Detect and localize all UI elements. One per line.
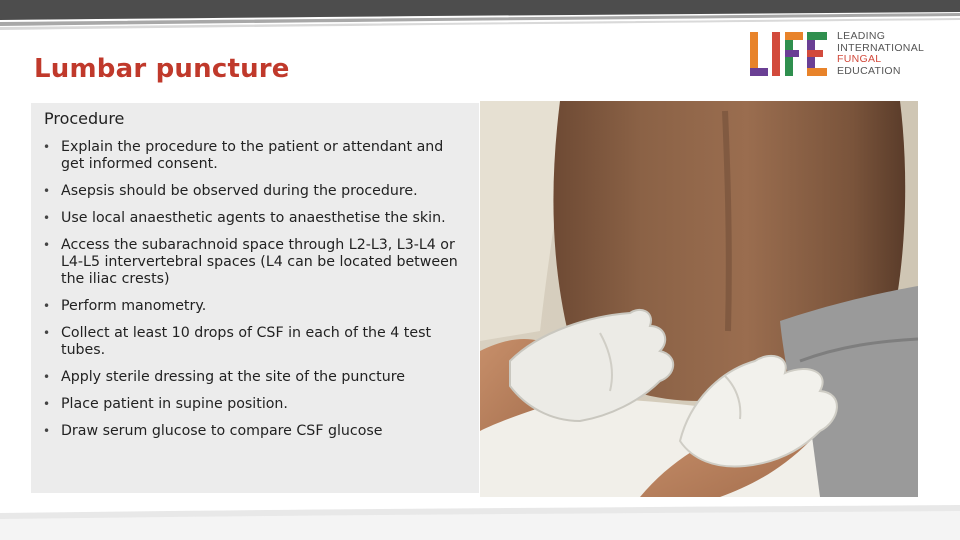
logo-wordmark (837, 31, 924, 77)
list-item-text: Draw serum glucose to compare CSF glucose (61, 423, 383, 439)
list-item (43, 325, 463, 359)
bullet-icon: • (43, 211, 51, 225)
life-logo-mark (750, 32, 828, 76)
procedure-heading: Procedure (44, 109, 125, 128)
life-logo (750, 30, 935, 78)
list-item-text: Use local anaesthetic agents to anaesthetise the skin. (61, 210, 446, 226)
list-item (43, 423, 463, 440)
lumbar-puncture-photo (480, 101, 918, 497)
list-item (43, 210, 463, 227)
list-item (43, 298, 463, 315)
list-item (43, 396, 463, 413)
bullet-icon: • (43, 299, 51, 313)
logo-line: FUNGAL (837, 53, 882, 65)
logo-line: INTERNATIONAL (837, 41, 925, 54)
list-item (43, 369, 463, 386)
bullet-icon: • (43, 370, 51, 384)
list-item-text: Collect at least 10 drops of CSF in each of the 4 test tubes. (61, 325, 432, 358)
list-item-text: Access the subarachnoid space through L2-L3, L3-L4 or L4-L5 intervertebral spaces (L4 can be located between the iliac crests) (61, 237, 458, 287)
list-item-text: Perform manometry. (61, 298, 207, 314)
bullet-icon: • (43, 424, 51, 438)
bullet-icon: • (43, 184, 51, 198)
list-item-text: Asepsis should be observed during the procedure. (61, 183, 418, 199)
list-item (43, 237, 463, 288)
list-item-text: Place patient in supine position. (61, 396, 288, 412)
top-decorative-band (0, 0, 960, 34)
list-item-text: Apply sterile dressing at the site of the puncture (61, 369, 405, 385)
bottom-decorative-shadow (0, 505, 960, 540)
bullet-icon: • (43, 326, 51, 340)
logo-line: LEADING (837, 30, 886, 42)
procedure-panel (31, 103, 479, 493)
list-item (43, 139, 463, 173)
logo-line: EDUCATION (837, 64, 901, 77)
bullet-icon: • (43, 397, 51, 411)
procedure-list (43, 139, 463, 450)
bullet-icon: • (43, 140, 51, 154)
slide-title: Lumbar puncture (34, 54, 290, 84)
list-item-text: Explain the procedure to the patient or attendant and get informed consent. (61, 139, 444, 172)
bullet-icon: • (43, 238, 51, 252)
list-item (43, 183, 463, 200)
